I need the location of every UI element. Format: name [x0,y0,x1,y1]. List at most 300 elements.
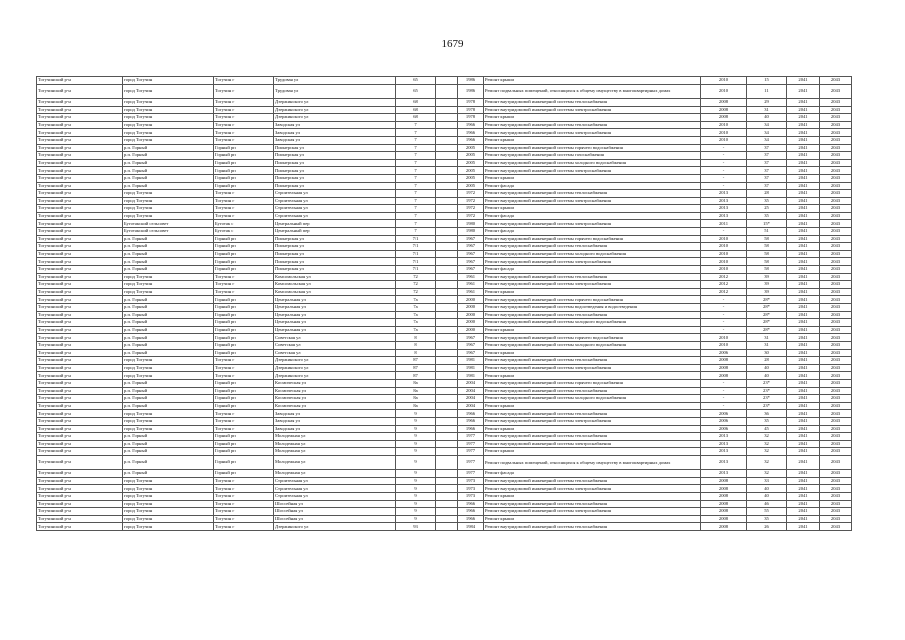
last-repair-year-cell: 2008 [701,477,747,485]
municipality-cell: Тогучинский р-н [37,334,123,342]
municipality-cell: Тогучинский р-н [37,349,123,357]
wear-percent-cell: 39 [747,281,787,289]
house-number-cell: 7 [396,159,436,167]
street-cell: Комсомольская ул [274,273,396,281]
wear-percent-cell: 58 [747,266,787,274]
wear-percent-cell: 40 [747,493,787,501]
year-built-cell: 2004 [458,379,484,387]
street-cell: Пионерская ул [274,174,396,182]
building-cell [436,136,458,144]
settlement-cell: Буготакский сельсовет [123,228,214,236]
locality-cell: Тогучин г [214,508,274,516]
house-number-cell: 7 [396,144,436,152]
year-built-cell: 2000 [458,319,484,327]
building-cell [436,235,458,243]
settlement-cell: р.п. Горный [123,341,214,349]
locality-cell: Горный рп [214,440,274,448]
plan-end-year-cell: 2043 [820,84,852,98]
plan-start-year-cell: 2041 [787,114,820,122]
last-repair-year-cell: 2008 [701,364,747,372]
work-type-cell: Ремонт крыши [484,349,701,357]
street-cell: Центральная ул [274,296,396,304]
year-built-cell: 1966 [458,425,484,433]
work-type-cell: Ремонт внутридомовой инженерной системы горячего водоснабжения [484,144,701,152]
municipality-cell: Тогучинский р-н [37,205,123,213]
work-type-cell: Ремонт крыши [484,205,701,213]
plan-start-year-cell: 2041 [787,395,820,403]
locality-cell: Тогучин г [214,136,274,144]
building-cell [436,523,458,531]
plan-start-year-cell: 2041 [787,243,820,251]
year-built-cell: 1967 [458,341,484,349]
plan-start-year-cell: 2041 [787,296,820,304]
year-built-cell: 2000 [458,304,484,312]
wear-percent-cell: 35 [747,197,787,205]
building-cell [436,387,458,395]
settlement-cell: город Тогучин [123,98,214,106]
building-cell [436,121,458,129]
street-cell: Шоссейная ул [274,500,396,508]
locality-cell: Тогучин г [214,129,274,137]
year-built-cell: 2000 [458,311,484,319]
locality-cell: Горный рп [214,319,274,327]
wear-percent-cell: 32 [747,455,787,469]
table-row [37,228,852,236]
plan-start-year-cell: 2041 [787,493,820,501]
table-row [37,106,852,114]
wear-percent-cell: 28* [747,319,787,327]
house-number-cell: 68 [396,114,436,122]
last-repair-year-cell: 2013 [701,448,747,456]
settlement-cell: р.п. Горный [123,167,214,175]
plan-start-year-cell: 2041 [787,212,820,220]
work-type-cell: Ремонт внутридомовой инженерной системы электроснабжения [484,417,701,425]
last-repair-year-cell: 2010 [701,235,747,243]
settlement-cell: р.п. Горный [123,402,214,410]
year-built-cell: 1978 [458,114,484,122]
plan-start-year-cell: 2041 [787,425,820,433]
last-repair-year-cell: 2008 [701,106,747,114]
street-cell: Пионерская ул [274,235,396,243]
settlement-cell: р.п. Горный [123,250,214,258]
wear-percent-cell: 34 [747,136,787,144]
building-cell [436,144,458,152]
table-row [37,296,852,304]
plan-start-year-cell: 2041 [787,349,820,357]
last-repair-year-cell: - [701,319,747,327]
municipality-cell: Тогучинский р-н [37,395,123,403]
house-number-cell: 7 [396,197,436,205]
year-built-cell: 2005 [458,182,484,190]
house-number-cell: 7а [396,326,436,334]
plan-end-year-cell: 2043 [820,205,852,213]
wear-percent-cell: 35 [747,212,787,220]
work-type-cell: Ремонт крыши [484,174,701,182]
work-type-cell: Ремонт крыши [484,372,701,380]
building-cell [436,477,458,485]
year-built-cell: 2005 [458,159,484,167]
street-cell: Дзержинского ул [274,106,396,114]
page-number: 1679 [441,38,464,50]
plan-start-year-cell: 2041 [787,319,820,327]
building-cell [436,357,458,365]
settlement-cell: р.п. Горный [123,455,214,469]
table-row [37,243,852,251]
street-cell: Дзержинского ул [274,98,396,106]
building-cell [436,493,458,501]
year-built-cell: 1966 [458,136,484,144]
locality-cell: Горный рп [214,349,274,357]
municipality-cell: Тогучинский р-н [37,250,123,258]
house-number-cell: 72 [396,288,436,296]
street-cell: Строительная ул [274,190,396,198]
street-cell: Центральная ул [274,304,396,312]
street-cell: Строительная ул [274,485,396,493]
house-number-cell: 9 [396,448,436,456]
wear-percent-cell: 28 [747,190,787,198]
plan-start-year-cell: 2041 [787,515,820,523]
plan-end-year-cell: 2043 [820,448,852,456]
house-number-cell: 8а [396,395,436,403]
work-type-cell: Ремонт внутридомовой инженерной системы теплоснабжения [484,190,701,198]
plan-end-year-cell: 2043 [820,485,852,493]
building-cell [436,417,458,425]
house-number-cell: 7 [396,174,436,182]
building-cell [436,258,458,266]
table-row [37,448,852,456]
settlement-cell: р.п. Горный [123,159,214,167]
wear-percent-cell: 55 [747,508,787,516]
table-row [37,174,852,182]
locality-cell: Тогучин г [214,477,274,485]
work-type-cell: Ремонт внутридомовой инженерной системы теплоснабжения [484,433,701,441]
last-repair-year-cell: - [701,228,747,236]
municipality-cell: Тогучинский р-н [37,114,123,122]
municipality-cell: Тогучинский р-н [37,425,123,433]
table-row [37,515,852,523]
table-row [37,190,852,198]
work-type-cell: Ремонт внутридомовой инженерной системы горячего водоснабжения [484,379,701,387]
street-cell: Пионерская ул [274,152,396,160]
building-cell [436,364,458,372]
table-row [37,281,852,289]
last-repair-year-cell: 2008 [701,357,747,365]
table-row [37,440,852,448]
municipality-cell: Тогучинский р-н [37,515,123,523]
house-number-cell: 87 [396,357,436,365]
house-number-cell: 9 [396,455,436,469]
locality-cell: Тогучин г [214,106,274,114]
municipality-cell: Тогучинский р-н [37,477,123,485]
house-number-cell: 68 [396,98,436,106]
municipality-cell: Тогучинский р-н [37,523,123,531]
last-repair-year-cell: 2013 [701,455,747,469]
year-built-cell: 1980 [458,220,484,228]
table-row [37,508,852,516]
table-row [37,182,852,190]
settlement-cell: р.п. Горный [123,326,214,334]
building-cell [436,273,458,281]
house-number-cell: 65 [396,84,436,98]
building-cell [436,304,458,312]
plan-start-year-cell: 2041 [787,250,820,258]
work-type-cell: Ремонт внутридомовой инженерной системы теплоснабжения [484,523,701,531]
work-type-cell: Ремонт внутридомовой инженерной системы теплоснабжения [484,98,701,106]
settlement-cell: р.п. Горный [123,243,214,251]
locality-cell: Тогучин г [214,500,274,508]
year-built-cell: 1966 [458,129,484,137]
building-cell [436,266,458,274]
settlement-cell: город Тогучин [123,372,214,380]
street-cell: Заводская ул [274,129,396,137]
plan-end-year-cell: 2043 [820,281,852,289]
table-row [37,288,852,296]
house-number-cell: 7 [396,220,436,228]
municipality-cell: Тогучинский р-н [37,212,123,220]
plan-end-year-cell: 2043 [820,372,852,380]
street-cell: Дзержинского ул [274,372,396,380]
work-type-cell: Ремонт внутридомовой инженерной системы горячего водоснабжения [484,296,701,304]
settlement-cell: р.п. Горный [123,470,214,478]
work-type-cell: Ремонт внутридомовой инженерной системы теплоснабжения [484,410,701,418]
year-built-cell: 1967 [458,334,484,342]
municipality-cell: Тогучинский р-н [37,357,123,365]
plan-end-year-cell: 2043 [820,152,852,160]
wear-percent-cell: 37 [747,174,787,182]
settlement-cell: город Тогучин [123,129,214,137]
wear-percent-cell: 15* [747,220,787,228]
building-cell [436,182,458,190]
settlement-cell: город Тогучин [123,77,214,85]
settlement-cell: город Тогучин [123,515,214,523]
house-number-cell: 9 [396,515,436,523]
street-cell: Космическая ул [274,387,396,395]
building-cell [436,197,458,205]
last-repair-year-cell: 2008 [701,500,747,508]
settlement-cell: р.п. Горный [123,174,214,182]
house-number-cell: 9 [396,508,436,516]
street-cell: Дзержинского ул [274,364,396,372]
work-type-cell: Ремонт внутридомовой инженерной системы электроснабжения [484,364,701,372]
table-row [37,311,852,319]
plan-end-year-cell: 2043 [820,311,852,319]
year-built-cell: 1966 [458,417,484,425]
table-row [37,425,852,433]
municipality-cell: Тогучинский р-н [37,440,123,448]
locality-cell: Горный рп [214,159,274,167]
plan-end-year-cell: 2043 [820,258,852,266]
wear-percent-cell: 32 [747,433,787,441]
plan-end-year-cell: 2043 [820,167,852,175]
last-repair-year-cell: - [701,144,747,152]
year-built-cell: 1966 [458,508,484,516]
plan-end-year-cell: 2043 [820,417,852,425]
work-type-cell: Ремонт внутридомовой инженерной системы электроснабжения [484,440,701,448]
wear-percent-cell: 31 [747,106,787,114]
municipality-cell: Тогучинский р-н [37,288,123,296]
locality-cell: Горный рп [214,311,274,319]
locality-cell: Тогучин г [214,212,274,220]
municipality-cell: Тогучинский р-н [37,387,123,395]
last-repair-year-cell: 2010 [701,84,747,98]
locality-cell: Горный рп [214,174,274,182]
house-number-cell: 9 [396,470,436,478]
building-cell [436,296,458,304]
table-row [37,319,852,327]
plan-start-year-cell: 2041 [787,98,820,106]
year-built-cell: 2005 [458,152,484,160]
settlement-cell: город Тогучин [123,205,214,213]
wear-percent-cell: 37 [747,159,787,167]
last-repair-year-cell: 2008 [701,493,747,501]
table-row [37,152,852,160]
wear-percent-cell: 37 [747,152,787,160]
settlement-cell: р.п. Горный [123,349,214,357]
locality-cell: Горный рп [214,144,274,152]
table-row [37,357,852,365]
last-repair-year-cell: 2006 [701,349,747,357]
street-cell: Строительная ул [274,205,396,213]
wear-percent-cell: 39 [747,288,787,296]
locality-cell: Тогучин г [214,84,274,98]
municipality-cell: Тогучинский р-н [37,129,123,137]
house-number-cell: 9 [396,425,436,433]
municipality-cell: Тогучинский р-н [37,144,123,152]
last-repair-year-cell: - [701,387,747,395]
building-cell [436,243,458,251]
locality-cell: Горный рп [214,395,274,403]
year-built-cell: 1984 [458,523,484,531]
settlement-cell: город Тогучин [123,197,214,205]
building-cell [436,433,458,441]
plan-end-year-cell: 2043 [820,220,852,228]
last-repair-year-cell: 2011 [701,220,747,228]
table-row [37,334,852,342]
municipality-cell: Тогучинский р-н [37,152,123,160]
municipality-cell: Тогучинский р-н [37,98,123,106]
street-cell: Центральная ул [274,326,396,334]
year-built-cell: 1977 [458,455,484,469]
work-type-cell: Ремонт фасада [484,212,701,220]
plan-end-year-cell: 2043 [820,129,852,137]
settlement-cell: город Тогучин [123,523,214,531]
wear-percent-cell: 37 [747,167,787,175]
settlement-cell: город Тогучин [123,357,214,365]
wear-percent-cell: 23* [747,387,787,395]
year-built-cell: 2004 [458,387,484,395]
last-repair-year-cell: 2006 [701,425,747,433]
plan-end-year-cell: 2043 [820,515,852,523]
municipality-cell: Тогучинский р-н [37,304,123,312]
year-built-cell: 1967 [458,349,484,357]
locality-cell: Горный рп [214,304,274,312]
locality-cell: Горный рп [214,235,274,243]
year-built-cell: 1972 [458,197,484,205]
locality-cell: Тогучин г [214,523,274,531]
plan-end-year-cell: 2043 [820,477,852,485]
year-built-cell: 1967 [458,258,484,266]
settlement-cell: город Тогучин [123,425,214,433]
wear-percent-cell: 58 [747,235,787,243]
wear-percent-cell: 28* [747,326,787,334]
table-row [37,493,852,501]
locality-cell: Тогучин г [214,77,274,85]
plan-start-year-cell: 2041 [787,205,820,213]
plan-end-year-cell: 2043 [820,349,852,357]
street-cell: Дзержинского ул [274,114,396,122]
last-repair-year-cell: - [701,402,747,410]
table-row [37,258,852,266]
municipality-cell: Тогучинский р-н [37,326,123,334]
year-built-cell: 2004 [458,402,484,410]
street-cell: Шоссейная ул [274,508,396,516]
work-type-cell: Ремонт внутридомовой инженерной системы холодного водоснабжения [484,250,701,258]
plan-end-year-cell: 2043 [820,121,852,129]
last-repair-year-cell: 2013 [701,440,747,448]
table-row [37,129,852,137]
wear-percent-cell: 40 [747,114,787,122]
municipality-cell: Тогучинский р-н [37,372,123,380]
municipality-cell: Тогучинский р-н [37,448,123,456]
settlement-cell: город Тогучин [123,364,214,372]
plan-end-year-cell: 2043 [820,197,852,205]
building-cell [436,341,458,349]
table-row [37,205,852,213]
house-number-cell: 9 [396,440,436,448]
plan-start-year-cell: 2041 [787,455,820,469]
wear-percent-cell: 35 [747,417,787,425]
street-cell: Космическая ул [274,402,396,410]
street-cell: Пионерская ул [274,243,396,251]
table-row [37,402,852,410]
municipality-cell: Тогучинский р-н [37,273,123,281]
plan-start-year-cell: 2041 [787,470,820,478]
municipality-cell: Тогучинский р-н [37,379,123,387]
year-built-cell: 1981 [458,372,484,380]
building-cell [436,402,458,410]
municipality-cell: Тогучинский р-н [37,167,123,175]
last-repair-year-cell: - [701,182,747,190]
plan-end-year-cell: 2043 [820,136,852,144]
table-row [37,500,852,508]
building-cell [436,190,458,198]
settlement-cell: город Тогучин [123,485,214,493]
building-cell [436,129,458,137]
building-cell [436,228,458,236]
plan-end-year-cell: 2043 [820,250,852,258]
house-number-cell: 9 [396,500,436,508]
street-cell: Комсомольская ул [274,281,396,289]
street-cell: Трудовая ул [274,84,396,98]
street-cell: Пионерская ул [274,159,396,167]
plan-end-year-cell: 2043 [820,395,852,403]
work-type-cell: Ремонт подвальных помещений, относящихся к общему имуществу в многоквартирных домах [484,84,701,98]
work-type-cell: Ремонт внутридомовой инженерной системы холодного водоснабжения [484,341,701,349]
plan-end-year-cell: 2043 [820,326,852,334]
street-cell: Центральная ул [274,311,396,319]
locality-cell: Горный рп [214,334,274,342]
last-repair-year-cell: 2008 [701,98,747,106]
work-type-cell: Ремонт фасада [484,228,701,236]
street-cell: Космическая ул [274,395,396,403]
municipality-cell: Тогучинский р-н [37,493,123,501]
plan-end-year-cell: 2043 [820,357,852,365]
year-built-cell: 1981 [458,364,484,372]
wear-percent-cell: 36 [747,410,787,418]
wear-percent-cell: 28* [747,296,787,304]
work-type-cell: Ремонт крыши [484,114,701,122]
work-type-cell: Ремонт крыши [484,402,701,410]
